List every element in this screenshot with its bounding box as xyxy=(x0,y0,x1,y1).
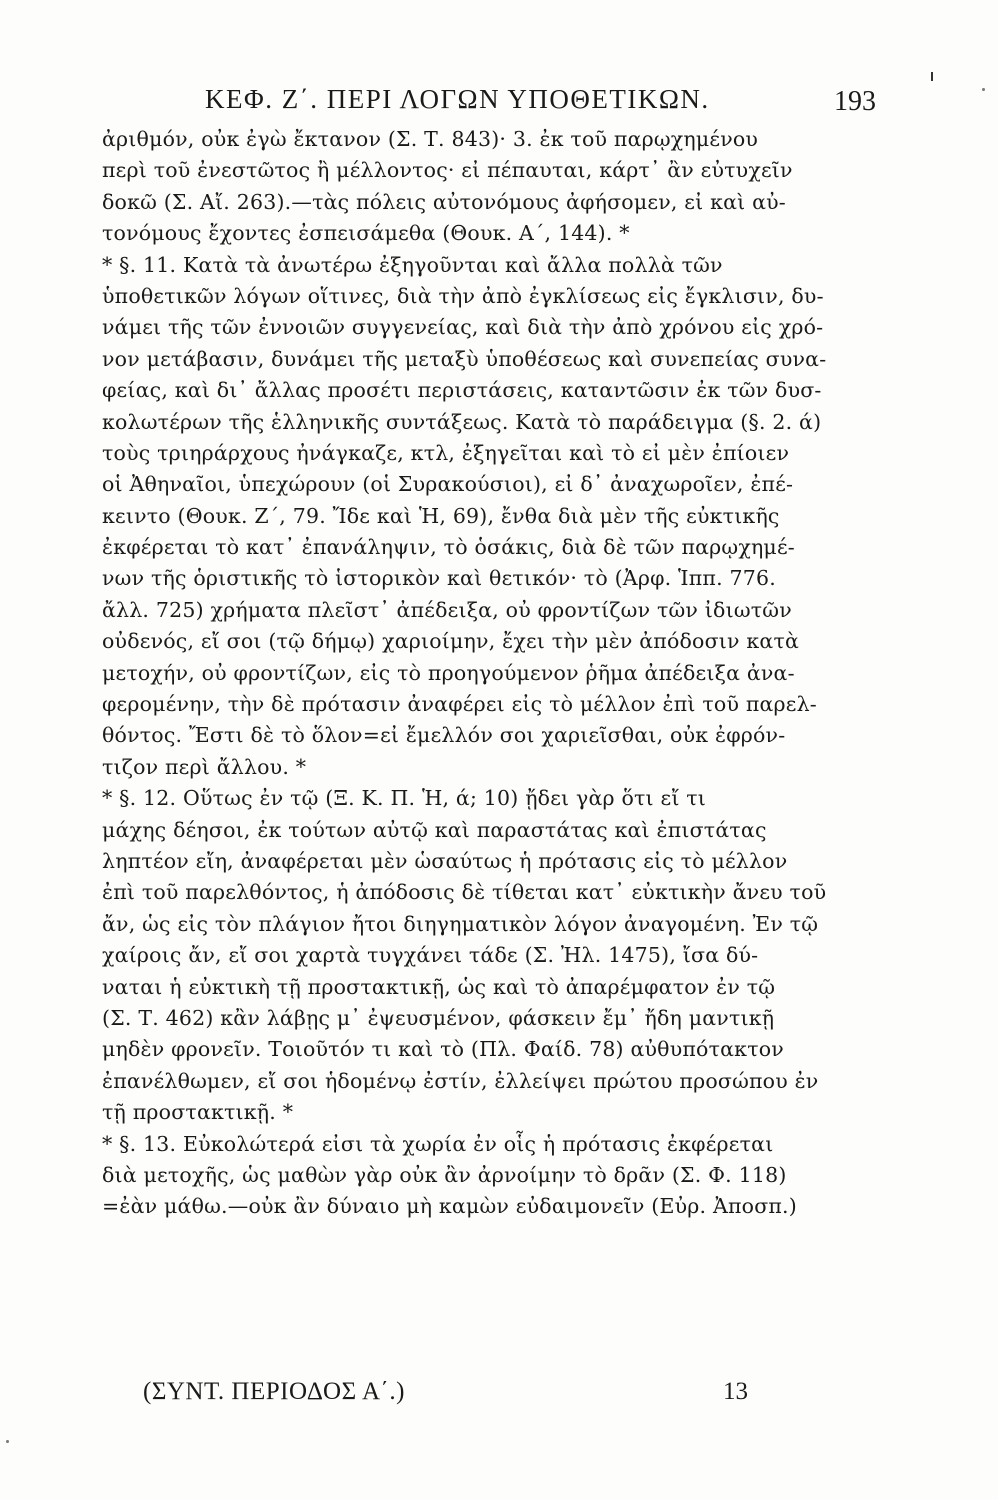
text-line: φείας, καὶ δι᾽ ἄλλας προσέτι περιστάσεις, καταντῶσιν ἐκ τῶν δυσ- xyxy=(102,378,822,403)
text-line: νων τῆς ὁριστικῆς τὸ ἱστορικὸν καὶ θετικόν· τὸ (Ἀρφ. Ἱππ. 776. xyxy=(102,566,776,591)
text-line: * §. 11. Κατὰ τὰ ἀνωτέρω ἐξηγοῦνται καὶ ἄλλα πολλὰ τῶν xyxy=(102,252,723,277)
text-line: =ἐὰν μάθω.—οὐκ ἂν δύναιο μὴ καμὼν εὐδαιμονεῖν (Εὐρ. Ἀποσπ.) xyxy=(102,1194,797,1219)
text-line: διὰ μετοχῆς, ὡς μαθὼν γὰρ οὐκ ἂν ἀρνοίμην τὸ δρᾶν (Σ. Φ. 118) xyxy=(102,1162,787,1187)
body-text xyxy=(102,124,862,1317)
gathering-number: 13 xyxy=(723,1378,748,1405)
signature-mark: (ΣΥΝΤ. ΠΕΡΙΟΔΟΣ Α΄.) xyxy=(143,1378,405,1405)
text-line xyxy=(102,1254,862,1285)
text-line: τῇ προστακτικῇ. * xyxy=(102,1100,294,1125)
text-line: νάμει τῆς τῶν ἐννοιῶν συγγενείας, καὶ διὰ τὴν ἀπὸ χρόνου εἰς χρό- xyxy=(102,315,824,340)
text-line: ὑποθετικῶν λόγων οἵτινες, διὰ τὴν ἀπὸ ἐγκλίσεως εἰς ἔγκλισιν, δυ- xyxy=(102,283,824,308)
text-line: χαίροις ἄν, εἴ σοι χαρτὰ τυγχάνει τάδε (Σ. Ἠλ. 1475), ἴσα δύ- xyxy=(102,943,759,968)
text-line: οὐδενός, εἴ σοι (τῷ δήμῳ) χαριοίμην, ἔχει τὴν μὲν ἀπόδοσιν κατὰ xyxy=(102,629,800,654)
text-line xyxy=(102,1223,862,1254)
text-line: κειντο (Θουκ. Ζ΄, 79. Ἴδε καὶ Ἡ, 69), ἔνθα διὰ μὲν τῆς εὐκτικῆς xyxy=(102,503,780,528)
text-line: οἱ Ἀθηναῖοι, ὑπεχώρουν (οἱ Συρακούσιοι), εἰ δ᾽ ἀναχωροῖεν, ἐπέ- xyxy=(102,472,794,497)
running-title: ΚΕΦ. Ζ΄. ΠΕΡΙ ΛΟΓΩΝ ΥΠΟΘΕΤΙΚΩΝ. xyxy=(205,84,710,114)
text-line: μηδὲν φρονεῖν. Τοιοῦτόν τι καὶ τὸ (Πλ. Φαίδ. 78) αὐθυπότακτον xyxy=(102,1037,784,1062)
corner-mark xyxy=(931,72,933,81)
page-number: 193 xyxy=(834,86,876,117)
text-line: θόντος. Ἔστι δὲ τὸ ὅλον=εἰ ἔμελλόν σοι χαριεῖσθαι, οὐκ ἐφρόν- xyxy=(102,723,786,748)
text-line: κολωτέρων τῆς ἑλληνικῆς συντάξεως. Κατὰ τὸ παράδειγμα (§. 2. ά) xyxy=(102,409,822,434)
text-line: τοὺς τριηράρχους ἠνάγκαζε, κτλ, ἐξηγεῖται καὶ τὸ εἰ μὲν ἐπίοιεν xyxy=(102,440,790,465)
text-line xyxy=(102,1285,862,1316)
text-line: μάχης δέησοι, ἐκ τούτων αὐτῷ καὶ παραστάτας καὶ ἐπιστάτας xyxy=(102,817,767,842)
paper-speck xyxy=(6,1440,9,1443)
text-line: περὶ τοῦ ἐνεστῶτος ἢ μέλλοντος· εἰ πέπαυται, κάρτ᾽ ἂν εὐτυχεῖν xyxy=(102,158,793,183)
text-line: ληπτέον εἴη, ἀναφέρεται μὲν ὡσαύτως ἡ πρότασις εἰς τὸ μέλλον xyxy=(102,848,788,873)
text-line: ἄλλ. 725) χρήματα πλεῖστ᾽ ἀπέδειξα, οὐ φροντίζων τῶν ἰδιωτῶν xyxy=(102,597,792,622)
text-line: ναται ἡ εὐκτικὴ τῇ προστακτικῇ, ὡς καὶ τὸ ἀπαρέμφατον ἐν τῷ xyxy=(102,974,776,999)
text-line: * §. 12. Οὕτως ἐν τῷ (Ξ. Κ. Π. Ἡ, ά; 10) ᾔδει γὰρ ὅτι εἴ τι xyxy=(102,786,707,811)
text-line: * §. 13. Εὐκολώτερά εἰσι τὰ χωρία ἐν οἷς ἡ πρότασις ἐκφέρεται xyxy=(102,1131,774,1156)
text-line: ἐκφέρεται τὸ κατ᾽ ἐπανάληψιν, τὸ ὁσάκις, διὰ δὲ τῶν παρῳχημέ- xyxy=(102,535,795,560)
text-line: (Σ. Τ. 462) κἂν λάβῃς μ᾽ ἐψευσμένον, φάσκειν ἔμ᾽ ἤδη μαντικῇ xyxy=(102,1005,775,1030)
text-line: ἐπὶ τοῦ παρελθόντος, ἡ ἀπόδοσις δὲ τίθεται κατ᾽ εὐκτικὴν ἄνευ τοῦ xyxy=(102,880,827,905)
text-line: τονόμους ἔχοντες ἐσπεισάμεθα (Θουκ. Α΄, 144). * xyxy=(102,221,630,246)
text-line: δοκῶ (Σ. Αἴ. 263).—τὰς πόλεις αὐτονόμους ἀφήσομεν, εἰ καὶ αὐ- xyxy=(102,189,786,214)
text-line: ἄν, ὡς εἰς τὸν πλάγιον ἤτοι διηγηματικὸν λόγον ἀναγομένη. Ἐν τῷ xyxy=(102,911,819,936)
text-line: φερομένην, τὴν δὲ πρότασιν ἀναφέρει εἰς τὸ μέλλον ἐπὶ τοῦ παρελ- xyxy=(102,692,817,717)
text-line: ἀριθμόν, οὐκ ἐγὼ ἔκτανον (Σ. Τ. 843)· 3. ἐκ τοῦ παρῳχημένου xyxy=(102,127,759,151)
text-line: μετοχήν, οὐ φροντίζων, εἰς τὸ προηγούμενον ῥῆμα ἀπέδειξα ἀνα- xyxy=(102,660,795,685)
paper-speck xyxy=(982,88,985,91)
text-line: νον μετάβασιν, δυνάμει τῆς μεταξὺ ὑποθέσεως καὶ συνεπείας συνα- xyxy=(102,346,827,371)
text-line: ἐπανέλθωμεν, εἴ σοι ἡδομένῳ ἐστίν, ἐλλείψει πρώτου προσώπου ἐν xyxy=(102,1068,819,1093)
text-line: τιζον περὶ ἄλλου. * xyxy=(102,754,307,779)
